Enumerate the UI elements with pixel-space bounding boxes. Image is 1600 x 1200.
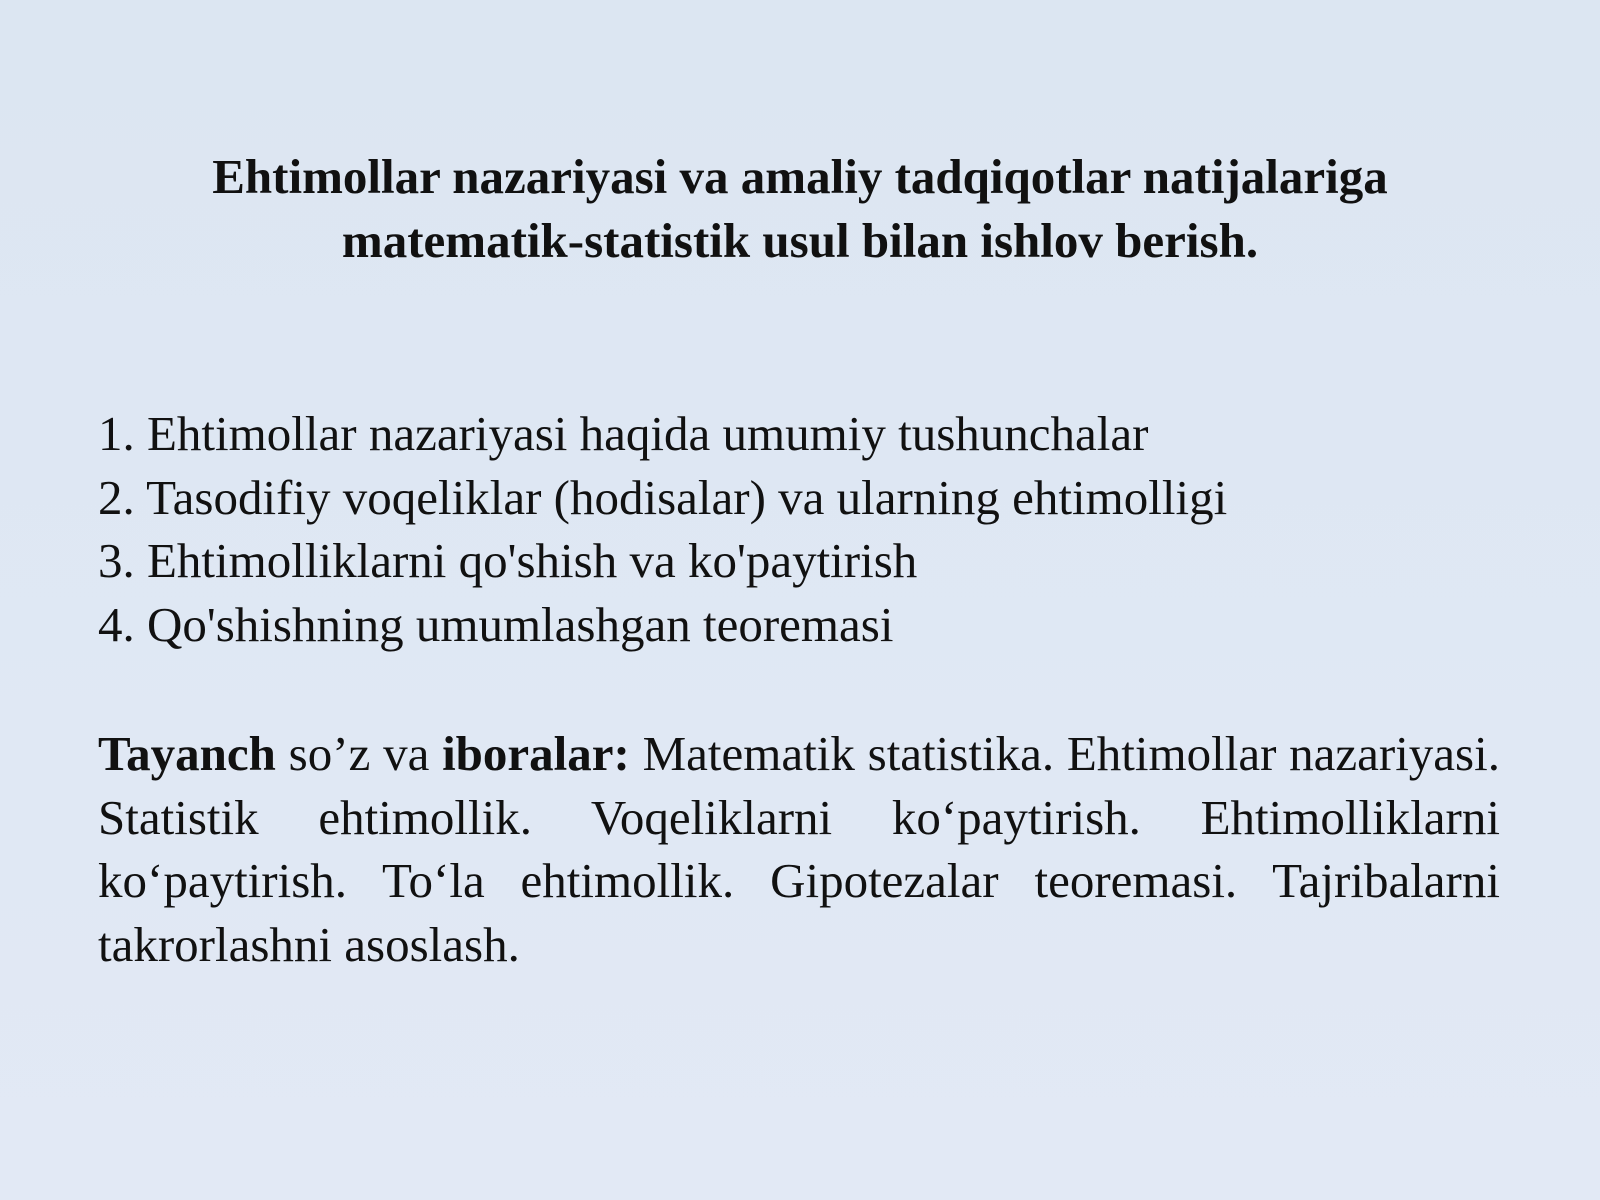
slide-title	[100, 145, 1500, 273]
keywords-paragraph	[98, 722, 1500, 976]
slide-title-line-1: Ehtimollar nazariyasi va amaliy tadqiqotlar natijalariga	[212, 149, 1388, 204]
topic-item-1: 1. Ehtimollar nazariyasi haqida umumiy tushunchalar	[98, 406, 1149, 461]
keywords-text: Matematik statistika. Ehtimollar nazariyasi. Statistik ehtimollik. Voqeliklarni ko‘paytirish. Ehtimolliklarni ko‘paytirish. To‘la ehtimollik. Gipotezalar teoremasi. Tajribalarni takrorlashni asoslash.	[98, 726, 1500, 972]
keywords-label-iboralar: iboralar:	[442, 726, 630, 781]
topic-item-4: 4. Qo'shishning umumlashgan teoremasi	[98, 596, 894, 652]
keywords-label-tayanch: Tayanch	[98, 726, 276, 781]
topic-list	[98, 402, 1498, 656]
topic-item-3: 3. Ehtimolliklarni qo'shish va ko'paytirish	[98, 533, 918, 588]
topic-item-2: 2. Tasodifiy voqeliklar (hodisalar) va ularning ehtimolligi	[98, 469, 1228, 525]
slide-title-line-2: matematik-statistik usul bilan ishlov berish.	[341, 213, 1259, 268]
keywords-label-connector: so’z va	[275, 726, 443, 781]
